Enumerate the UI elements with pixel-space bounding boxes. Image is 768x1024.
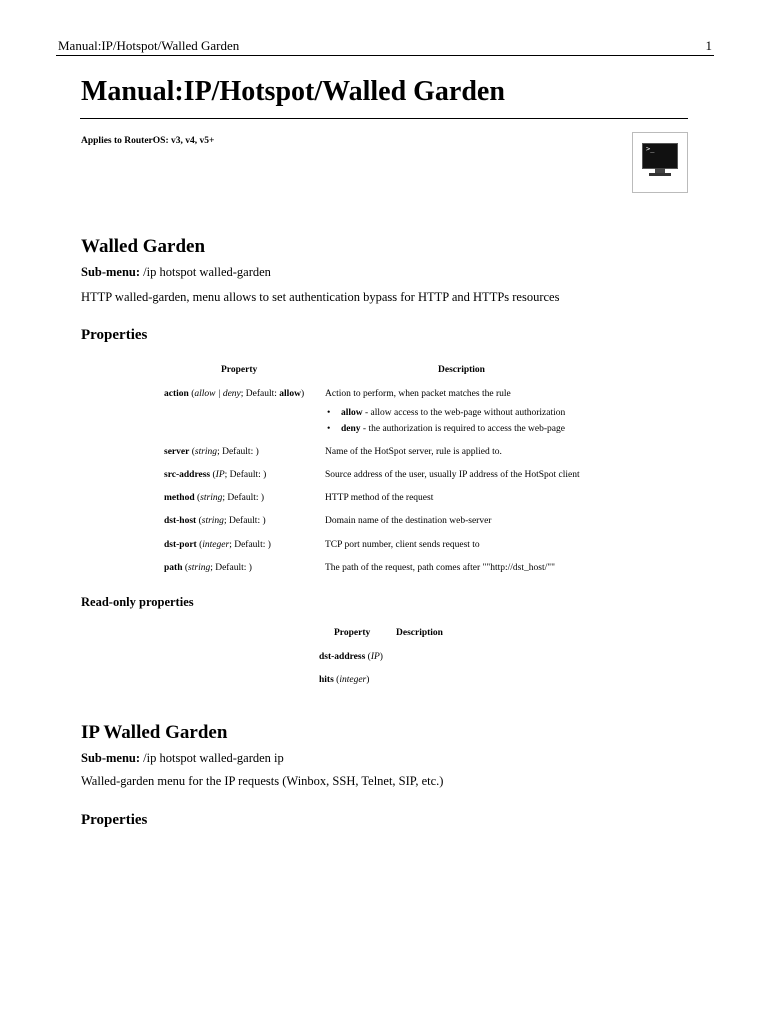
- table-row: method (string; Default: ): [164, 493, 265, 503]
- property-type: IP: [370, 652, 380, 662]
- property-description: Name of the HotSpot server, rule is applied to.: [325, 447, 502, 457]
- property-default: allow: [279, 389, 301, 399]
- property-name: src-address: [164, 470, 211, 480]
- properties-heading: Properties: [81, 812, 148, 828]
- property-description: Domain name of the destination web-server: [325, 516, 492, 526]
- table-header-description: Description: [438, 365, 485, 375]
- property-description: Action to perform, when packet matches the rule: [325, 389, 511, 399]
- table-row: path (string; Default: ): [164, 563, 252, 573]
- submenu-path: /ip hotspot walled-garden ip: [140, 751, 284, 765]
- property-name: server: [164, 447, 190, 457]
- table-header-property: Property: [221, 365, 258, 375]
- table-row: action (allow | deny; Default: allow): [164, 389, 305, 399]
- submenu-label: Sub-menu:: [81, 751, 141, 765]
- section-description: Walled-garden menu for the IP requests (Winbox, SSH, Telnet, SIP, etc.): [81, 774, 444, 788]
- submenu-label: Sub-menu:: [81, 265, 141, 279]
- property-name: dst-host: [164, 516, 197, 526]
- table-row: hits (integer): [319, 675, 370, 685]
- header-rule: [56, 55, 714, 56]
- table-row: dst-address (IP): [319, 652, 383, 662]
- properties-heading: Properties: [81, 327, 148, 343]
- property-type: allow | deny: [194, 389, 241, 399]
- readonly-header-property: Property: [334, 628, 371, 638]
- property-name: hits: [319, 675, 334, 685]
- submenu-line: [81, 265, 271, 280]
- property-type: integer: [202, 540, 230, 550]
- property-description: TCP port number, client sends request to: [325, 540, 480, 550]
- list-item: • deny - the authorization is required to access the web-page: [327, 421, 565, 437]
- property-name: action: [164, 389, 189, 399]
- table-row: src-address (IP; Default: ): [164, 470, 267, 480]
- terminal-prompt: >_: [646, 145, 655, 153]
- property-description: Source address of the user, usually IP address of the HotSpot client: [325, 470, 580, 480]
- property-type: IP: [215, 470, 225, 480]
- property-type: integer: [339, 675, 367, 685]
- property-description: The path of the request, path comes after ""http://dst_host/"": [325, 563, 555, 573]
- applies-to: Applies to RouterOS: v3, v4, v5+: [81, 136, 215, 146]
- terminal-thumbnail: [632, 132, 688, 193]
- readonly-header-description: Description: [396, 628, 443, 638]
- action-options-list: [327, 405, 565, 437]
- section-heading-walled-garden: Walled Garden: [81, 236, 206, 257]
- property-name: dst-port: [164, 540, 197, 550]
- property-type: string: [201, 516, 224, 526]
- title-rule: [80, 118, 688, 119]
- property-type: string: [200, 493, 223, 503]
- terminal-monitor-icon: [642, 143, 678, 169]
- readonly-heading: Read-only properties: [81, 595, 194, 609]
- submenu-path: /ip hotspot walled-garden: [140, 265, 271, 279]
- section-heading-ip-walled-garden: IP Walled Garden: [81, 722, 228, 743]
- section-description: HTTP walled-garden, menu allows to set authentication bypass for HTTP and HTTPs resources: [81, 290, 560, 304]
- table-row: dst-port (integer; Default: ): [164, 540, 271, 550]
- property-name: path: [164, 563, 183, 573]
- table-row: dst-host (string; Default: ): [164, 516, 266, 526]
- page-title: Manual:IP/Hotspot/Walled Garden: [81, 76, 505, 107]
- table-row: server (string; Default: ): [164, 447, 259, 457]
- monitor-base: [649, 173, 671, 176]
- property-type: string: [194, 447, 218, 457]
- list-item: • allow - allow access to the web-page without authorization: [327, 405, 565, 421]
- page-number: 1: [705, 38, 712, 53]
- submenu-line: [81, 751, 284, 766]
- running-header: Manual:IP/Hotspot/Walled Garden: [58, 38, 240, 53]
- property-type: string: [188, 563, 211, 573]
- property-name: dst-address: [319, 652, 366, 662]
- property-name: method: [164, 493, 195, 503]
- property-description: HTTP method of the request: [325, 493, 434, 503]
